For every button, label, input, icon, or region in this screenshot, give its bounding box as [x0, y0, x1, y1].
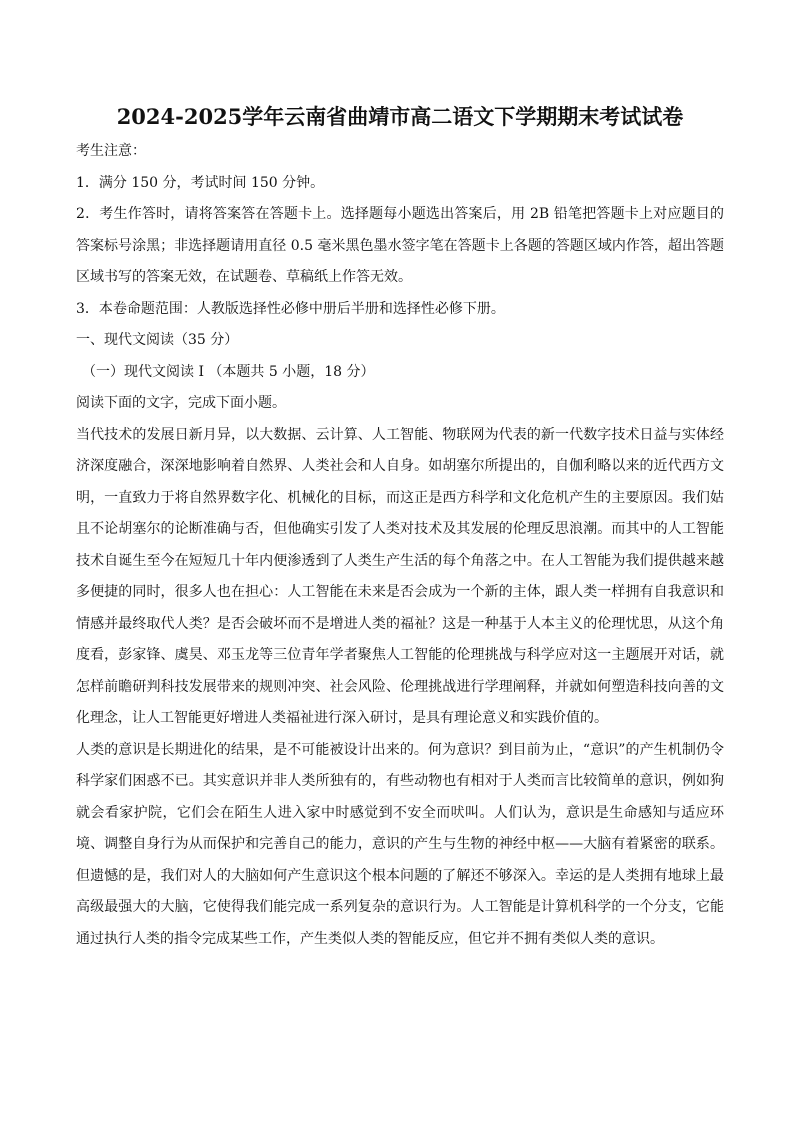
- subsection-heading: （一）现代文阅读 I （本题共 5 小题，18 分）: [82, 363, 375, 380]
- reading-instruction: 阅读下面的文字，完成下面小题。: [76, 395, 286, 411]
- notice-item-1: 1．满分 150 分，考试时间 150 分钟。: [76, 174, 325, 191]
- section-heading: 一、现代文阅读（35 分）: [76, 332, 239, 348]
- passage-paragraph-2: 人类的意识是长期进化的结果，是不可能被设计出来的。何为意识？到目前为止，“意识”的产生机制仍令科学家们困惑不已。其实意识并非人类所独有的，有些动物也有相对于人类而言比较简单的意识，例如狗就会看家护院，它们会在陌生人进入家中时感觉到不安全而吠叫。人们认为，意识是生命感知与适应环境、调整自身行为从而保护和完善自己的能力，意识的产生与生物的神经中枢——大脑有着紧密的联系。但遗憾的是，我们对人的大脑如何产生意识这个根本问题的了解还不够深入。幸运的是人类拥有地球上最高级最强大的大脑，它使得我们能完成一系列复杂的意识行为。人工智能是计算机科学的一个分支，它能通过执行人类的指令完成某些工作，产生类似人类的智能反应，但它并不拥有类似人类的意识。: [76, 741, 724, 947]
- document-title: 2024-2025学年云南省曲靖市高二语文下学期期末考试试卷: [116, 104, 684, 129]
- document-page: [76, 100, 724, 955]
- notice-item-3: 3．本卷命题范围：人教版选择性必修中册后半册和选择性必修下册。: [76, 300, 505, 317]
- notice-heading: 考生注意：: [76, 143, 146, 159]
- notice-item-2: 2．考生作答时，请将答案答在答题卡上。选择题每小题选出答案后，用 2B 铅笔把答题卡上对应题目的答案标号涂黑；非选择题请用直径 0.5 毫米黑色墨水签字笔在答题卡上各题的答题区域内作答，超出答题区域书写的答案无效，在试题卷、草稿纸上作答无效。: [76, 206, 724, 285]
- passage-paragraph-1: 当代技术的发展日新月异，以大数据、云计算、人工智能、物联网为代表的新一代数字技术日益与实体经济深度融合，深深地影响着自然界、人类社会和人自身。如胡塞尔所提出的，自伽利略以来的近代西方文明，一直致力于将自然界数字化、机械化的目标，而这正是西方科学和文化危机产生的主要原因。我们姑且不论胡塞尔的论断准确与否，但他确实引发了人类对技术及其发展的伦理反思浪潮。而其中的人工智能技术自诞生至今在短短几十年内便渗透到了人类生产生活的每个角落之中。在人工智能为我们提供越来越多便捷的同时，很多人也在担心：人工智能在未来是否会成为一个新的主体，跟人类一样拥有自我意识和情感并最终取代人类？是否会破坏而不是增进人类的福祉？这是一种基于人本主义的伦理忧思，从这个角度看，彭家锋、虞昊、邓玉龙等三位青年学者聚焦人工智能的伦理挑战与科学应对这一主题展开对话，就怎样前瞻研判科技发展带来的规则冲突、社会风险、伦理挑战进行学理阐释，并就如何塑造科技向善的文化理念，让人工智能更好增进人类福祉进行深入研讨，是具有理论意义和实践价值的。: [76, 426, 724, 726]
